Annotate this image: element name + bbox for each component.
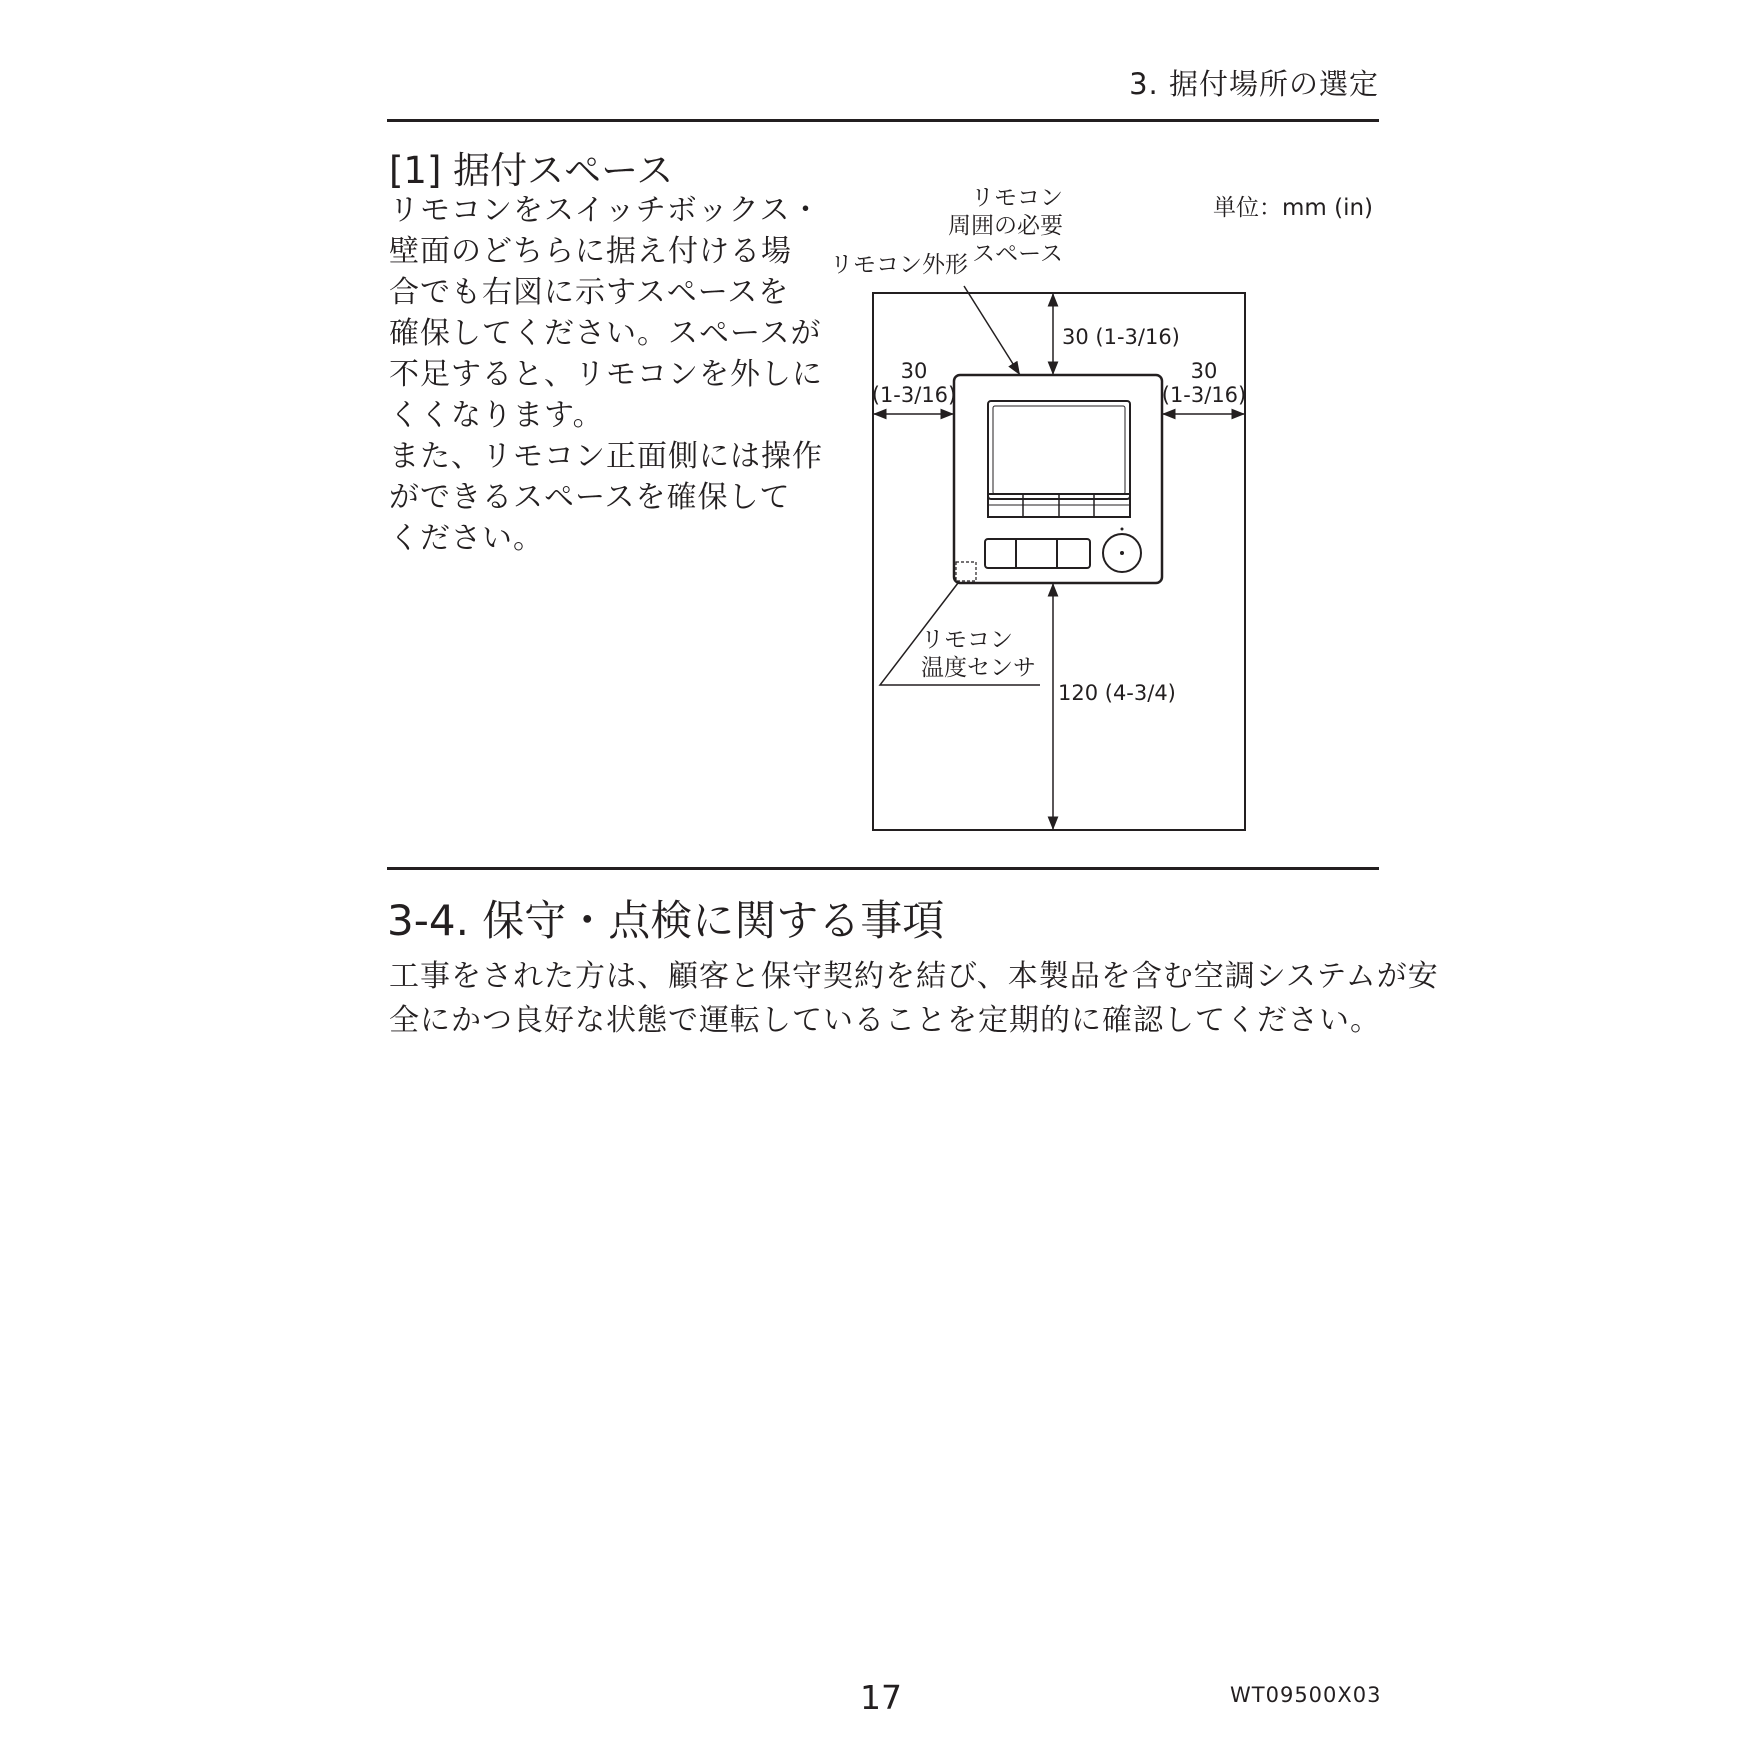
space-label-line: リモコン (971, 185, 1063, 211)
outline-label: リモコン外形 (830, 252, 968, 278)
page-number: 17 (860, 1678, 902, 1717)
subsection-body (389, 190, 823, 559)
section-body (389, 955, 1439, 1043)
sensor-label-line: リモコン (921, 627, 1013, 653)
running-header: 3. 据付場所の選定 (1129, 67, 1379, 101)
section-rule (387, 867, 1379, 870)
body-line: また、リモコン正面側には操作 (389, 439, 823, 474)
body-line: 合でも右図に示すスペースを (389, 275, 790, 310)
section-title: 3-4. 保守・点検に関する事項 (387, 896, 945, 945)
subsection-title: [1] 据付スペース (389, 149, 674, 192)
top-dimension-label: 30 (1-3/16) (1062, 325, 1180, 349)
space-label-line: スペース (972, 241, 1063, 267)
body-line: 確保してください。スペースが (389, 316, 822, 351)
installation-space-diagram (820, 185, 1390, 845)
sensor-label-line: 温度センサ (921, 655, 1036, 681)
section-line: 全にかつ良好な状態で運転していることを定期的に確認してください。 (389, 1003, 1381, 1038)
section-line: 工事をされた方は、顧客と保守契約を結び、本製品を含む空調システムが安 (389, 959, 1439, 994)
left-dimension-label: 30 (900, 359, 928, 383)
body-line: ください。 (389, 521, 544, 556)
outline-leader (964, 286, 1020, 375)
right-dimension-label: 30 (1190, 359, 1218, 383)
document-code: WT09500X03 (1230, 1683, 1382, 1707)
left-dimension-label: (1-3/16) (871, 383, 957, 407)
body-line: ができるスペースを確保して (389, 480, 791, 515)
unit-label: 単位：mm (in) (1213, 195, 1374, 221)
header-rule (387, 119, 1379, 122)
bottom-dimension-label: 120 (4-3/4) (1058, 681, 1176, 705)
body-line: リモコンをスイッチボックス・ (389, 193, 822, 228)
body-line: 不足すると、リモコンを外しに (389, 357, 823, 392)
right-dimension-label: (1-3/16) (1161, 383, 1247, 407)
body-line: くくなります。 (389, 398, 604, 433)
body-line: 壁面のどちらに据え付ける場 (389, 234, 792, 269)
space-label-line: 周囲の必要 (948, 213, 1063, 239)
